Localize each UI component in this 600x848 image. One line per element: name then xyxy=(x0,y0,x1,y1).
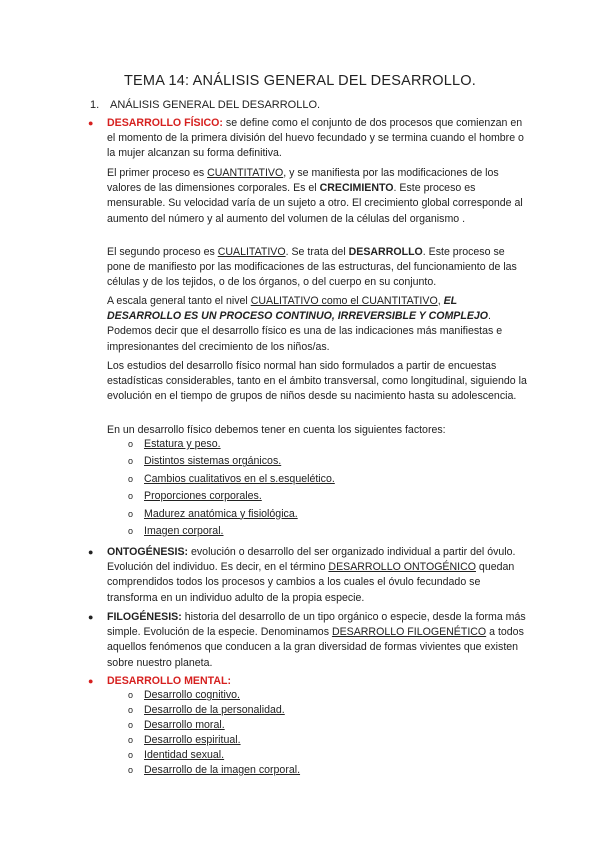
list-item: o Proporciones corporales. xyxy=(128,490,262,503)
fisico-intro: DESARROLLO FÍSICO: se define como el conjunto de dos procesos que comienzan en el momento de la primera división del huevo fecundado y se termina cuando el hombre o la mujer alcanzan su forma definitiva. xyxy=(107,117,524,160)
list-item: o Desarrollo cognitivo. xyxy=(128,689,240,701)
mental-heading-row xyxy=(107,674,527,689)
mental-heading: DESARROLLO MENTAL: xyxy=(107,675,231,687)
fisico-paragraph-1: El primer proceso es CUANTITATIVO, y se manifiesta por las modificaciones de los valores de las dimensiones corporales. Es el CRECIMIENTO. Este proceso es mensurable. Su velocidad varía de un sujeto a otro. El crecimiento global corresponde al aumento del número y al aumento del volumen de la células del organismo . xyxy=(107,167,523,225)
list-item: o Cambios cualitativos en el s.esquelético. xyxy=(128,472,335,485)
list-item: o Desarrollo moral. xyxy=(128,718,225,731)
bullet-ontogenesis: ● xyxy=(88,547,94,557)
bullet-fisico: ● xyxy=(88,118,94,128)
list-item: o Desarrollo de la imagen corporal. xyxy=(128,763,301,776)
fisico-heading: DESARROLLO FÍSICO: xyxy=(107,117,223,129)
list-item: o Estatura y peso. xyxy=(128,438,221,450)
fisico-paragraph-2: El segundo proceso es CUALITATIVO. Se trata del DESARROLLO. Este proceso se pone de manifiesto por las modificaciones de las estructuras, del funcionamiento de las células y de los tejidos, o de los órganos, o del cuerpo en su conjunto. xyxy=(107,246,517,289)
bullet-filogenesis: ● xyxy=(88,612,94,622)
list-item: o Desarrollo espiritual. xyxy=(128,733,241,746)
filogenesis-heading: FILOGÉNESIS: xyxy=(107,611,182,623)
section-number: 1. xyxy=(90,99,100,111)
list-item: o Identidad sexual. xyxy=(128,748,225,761)
list-item: o Distintos sistemas orgánicos. xyxy=(128,455,282,468)
fisico-paragraph-3: A escala general tanto el nivel CUALITATIVO como el CUANTITATIVO, EL DESARROLLO ES UN PROCESO CONTINUO, IRREVERSIBLE Y COMPLEJO. Podemos decir que el desarrollo físico es una de las indicaciones más manifiestas e impresionantes del crecimiento de los niños/as. xyxy=(107,295,503,353)
factors-list xyxy=(128,436,335,540)
section-heading xyxy=(90,99,320,111)
fisico-paragraph-4: Los estudios del desarrollo físico normal han sido formulados a partir de encuestas estadísticas considerables, tanto en el ámbito transversal, como longitudinal, siguiendo la evolución en el tiempo de grupos de niños desde su nacimiento hasta su adolescencia. xyxy=(107,360,527,403)
filogenesis-paragraph: FILOGÉNESIS: historia del desarrollo de un tipo orgánico o especie, desde la forma más simple. Evolución de la especie. Denominamos DESARROLLO FILOGENÉTICO a todos aquellos fenómenos que conducen a la gran diversidad de formas vivientes que existen sobre nuestro planeta. xyxy=(107,611,526,669)
list-item: o Desarrollo de la personalidad. xyxy=(128,703,285,716)
ontogenesis-heading: ONTOGÉNESIS: xyxy=(107,546,189,558)
list-item: o Madurez anatómica y fisiológica. xyxy=(128,507,298,520)
list-item: o Imagen corporal. xyxy=(128,525,224,538)
page-title: TEMA 14: ANÁLISIS GENERAL DEL DESARROLLO. xyxy=(123,73,477,89)
fisico-paragraph-5: En un desarrollo físico debemos tener en cuenta los siguientes factores: xyxy=(107,424,446,436)
mental-list xyxy=(128,688,300,777)
ontogenesis-paragraph: ONTOGÉNESIS: evolución o desarrollo del ser organizado individual a partir del óvulo. Evolución del individuo. Es decir, en el término DESARROLLO ONTOGÉNICO quedan comprendidos todos los procesos y cambios a los cuales el óvulo fecundado se transforma en un individuo adulto de la propia especie. xyxy=(107,546,516,604)
bullet-mental: ● xyxy=(88,676,94,686)
section-label: ANÁLISIS GENERAL DEL DESARROLLO. xyxy=(110,99,321,111)
